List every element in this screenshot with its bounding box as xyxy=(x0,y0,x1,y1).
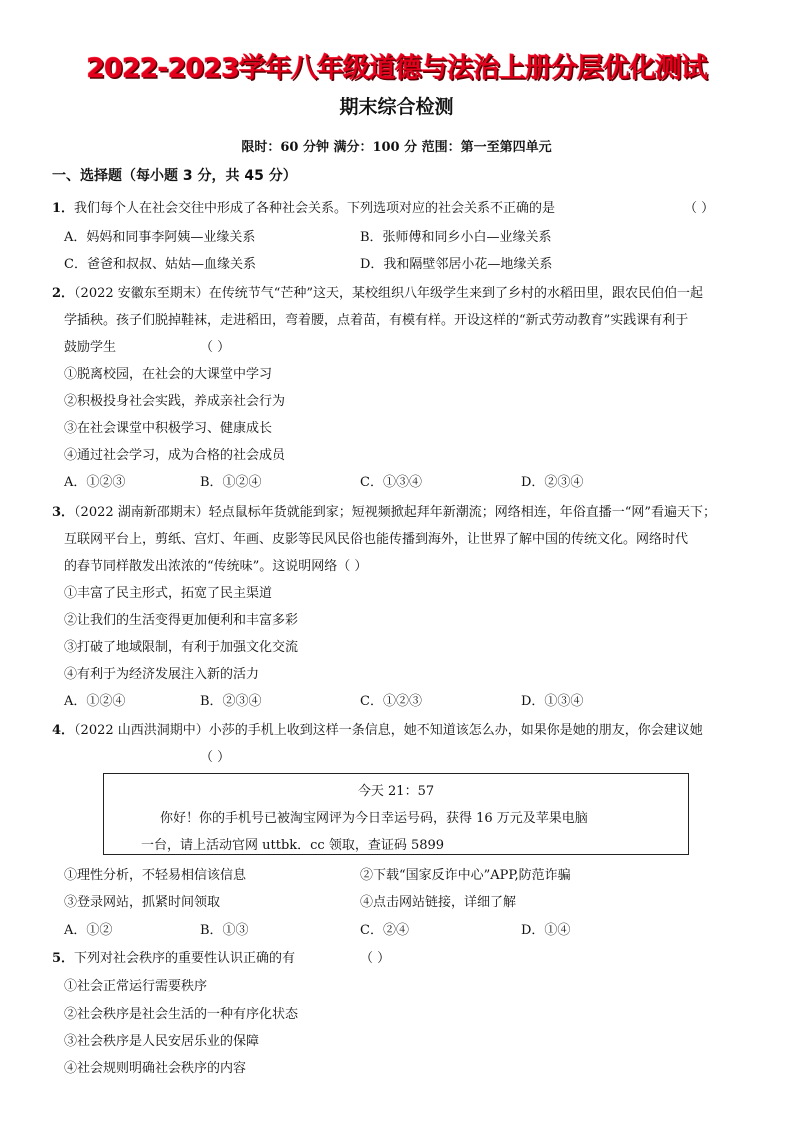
section-heading: 一、选择题（每小题 3 分，共 45 分） xyxy=(52,168,297,184)
statement-3: ③在社会课堂中积极学习、健康成长 xyxy=(64,421,273,436)
option-c: C．爸爸和叔叔、姑姑—血缘关系 xyxy=(64,257,256,272)
option-b: B．②③④ xyxy=(200,694,262,709)
sms-message-box xyxy=(103,773,689,855)
statement-3: ③打破了地域限制，有利于加强文化交流 xyxy=(64,640,299,655)
question-text: 下列对社会秩序的重要性认识正确的有 xyxy=(74,951,296,966)
option-c: C．①③④ xyxy=(360,475,422,490)
statement-2: ②下载“国家反诈中心”APP,防范诈骗 xyxy=(360,868,571,883)
question-text-line: 的春节同样散发出浓浓的“传统味”。这说明网络（ ） xyxy=(64,559,368,574)
question-2 xyxy=(52,282,703,301)
statement-1: ①社会正常运行需要秩序 xyxy=(64,979,208,994)
option-d: D．①④ xyxy=(521,923,571,938)
answer-bracket: （ ） xyxy=(684,201,715,216)
option-b: B．①②④ xyxy=(200,475,262,490)
sms-text-line: 一台，请上活动官网 uttbk．cc 领取，查证码 5899 xyxy=(141,838,445,853)
question-number: 1． xyxy=(52,201,75,216)
sms-time: 今天 21：57 xyxy=(357,784,435,799)
answer-bracket: （ ） xyxy=(200,340,231,355)
answer-bracket: （ ） xyxy=(360,951,391,966)
answer-bracket: （ ） xyxy=(200,750,231,765)
option-d: D．我和隔壁邻居小花—地缘关系 xyxy=(360,257,553,272)
option-a: A．①②④ xyxy=(64,694,126,709)
question-number: 4． xyxy=(52,723,75,738)
question-1 xyxy=(52,197,555,216)
statement-2: ②积极投身社会实践，养成亲社会行为 xyxy=(64,394,286,409)
exam-title: 2022-2023学年八年级道德与法治上册分层优化测试 xyxy=(86,53,707,84)
question-number: 2． xyxy=(52,286,75,301)
question-text: 我们每个人在社会交往中形成了各种社会关系。下列选项对应的社会关系不正确的是 xyxy=(74,201,556,216)
exam-subtitle: 期末综合检测 xyxy=(339,96,454,118)
option-a: A．①②③ xyxy=(64,475,126,490)
question-text: （2022 安徽东至期末）在传统节气“芒种”这天，某校组织八年级学生来到了乡村的水稻田里，跟农民伯伯一起 xyxy=(74,286,704,301)
option-b: B．①③ xyxy=(200,923,249,938)
option-d: D．①③④ xyxy=(521,694,584,709)
statement-1: ①脱离校园，在社会的大课堂中学习 xyxy=(64,367,273,382)
option-c: C．②④ xyxy=(360,923,409,938)
statement-4: ④社会规则明确社会秩序的内容 xyxy=(64,1061,247,1076)
question-5 xyxy=(52,947,295,966)
exam-info: 限时：60 分钟 满分：100 分 范围：第一至第四单元 xyxy=(241,140,552,155)
sms-text-line: 你好！你的手机号已被淘宝网评为今日幸运号码，获得 16 万元及苹果电脑 xyxy=(160,811,588,826)
option-d: D．②③④ xyxy=(521,475,584,490)
statement-4: ④点击网站链接，详细了解 xyxy=(360,895,517,910)
statement-4: ④有利于为经济发展注入新的活力 xyxy=(64,667,260,682)
option-a: A．妈妈和同事李阿姨—业缘关系 xyxy=(64,230,256,245)
option-c: C．①②③ xyxy=(360,694,422,709)
question-4 xyxy=(52,719,703,738)
statement-1: ①丰富了民主形式，拓宽了民主渠道 xyxy=(64,586,273,601)
question-text-line: 鼓励学生 xyxy=(64,340,117,355)
question-number: 3． xyxy=(52,505,75,520)
question-text-line: 学插秧。孩子们脱掉鞋袜，走进稻田，弯着腰，点着苗，有模有样。开设这样的“新式劳动教育”实践课有利于 xyxy=(64,313,689,328)
question-text: （2022 山西洪洞期中）小莎的手机上收到这样一条信息，她不知道该怎么办，如果你是她的朋友，你会建议她 xyxy=(74,723,703,738)
statement-3: ③登录网站，抓紧时间领取 xyxy=(64,895,221,910)
option-a: A．①② xyxy=(64,923,113,938)
statement-4: ④通过社会学习，成为合格的社会成员 xyxy=(64,448,286,463)
option-b: B．张师傅和同乡小白—业缘关系 xyxy=(360,230,552,245)
statement-2: ②社会秩序是社会生活的一种有序化状态 xyxy=(64,1007,299,1022)
question-text: （2022 湖南新邵期末）轻点鼠标年货就能到家；短视频掀起拜年新潮流；网络相连，年俗直播一“网”看遍天下； xyxy=(74,505,717,520)
statement-3: ③社会秩序是人民安居乐业的保障 xyxy=(64,1034,260,1049)
question-text-line: 互联网平台上，剪纸、宫灯、年画、皮影等民风民俗也能传播到海外，让世界了解中国的传统文化。网络时代 xyxy=(64,532,689,547)
question-3 xyxy=(52,501,716,520)
statement-1: ①理性分析，不轻易相信该信息 xyxy=(64,868,247,883)
question-number: 5． xyxy=(52,951,75,966)
statement-2: ②让我们的生活变得更加便利和丰富多彩 xyxy=(64,613,299,628)
